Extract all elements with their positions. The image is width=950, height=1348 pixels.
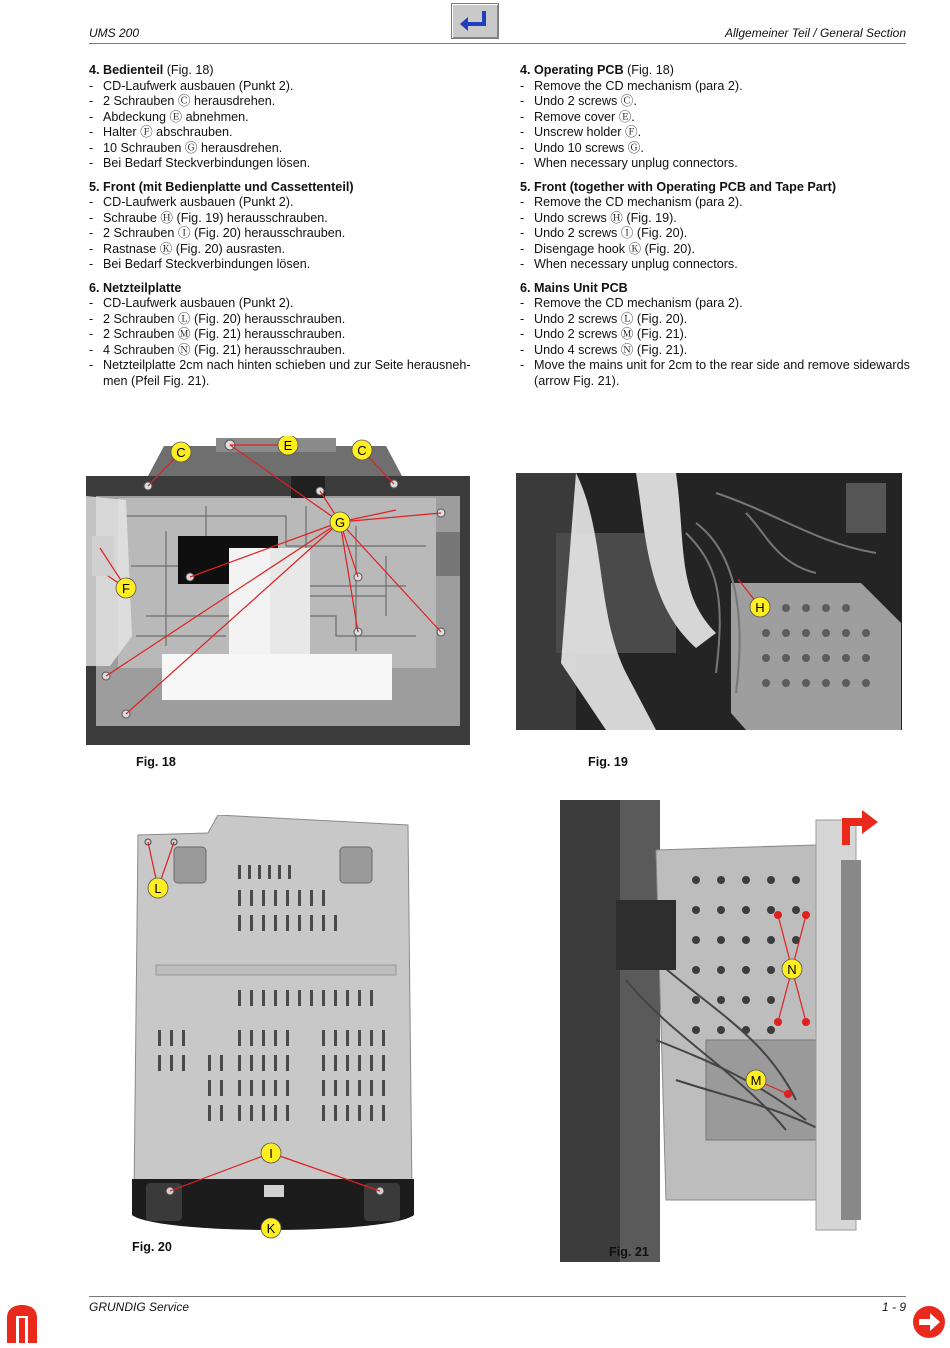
fig18-caption: Fig. 18 bbox=[136, 755, 176, 769]
callout-c-right bbox=[352, 440, 372, 460]
english-column bbox=[520, 63, 910, 397]
list-item: - Disengage hook Ⓚ (Fig. 20). bbox=[520, 242, 910, 258]
svg-text:E: E bbox=[283, 438, 293, 453]
callout-e bbox=[278, 436, 298, 455]
list-item: - Undo 2 screws Ⓘ (Fig. 20). bbox=[520, 226, 910, 242]
header-model: UMS 200 bbox=[89, 26, 140, 40]
de-section-5-title: Front (mit Bedienplatte und Cassettenteil) bbox=[103, 179, 354, 194]
list-item: - 2 Schrauben Ⓒ herausdrehen. bbox=[89, 94, 479, 110]
fig21-caption: Fig. 21 bbox=[609, 1245, 649, 1259]
german-column bbox=[89, 63, 479, 397]
svg-text:C: C bbox=[357, 443, 367, 458]
list-item: - 2 Schrauben Ⓛ (Fig. 20) herausschrauben. bbox=[89, 312, 479, 328]
next-page-button[interactable] bbox=[912, 1305, 946, 1344]
svg-text:C: C bbox=[176, 445, 186, 460]
list-item: - CD-Laufwerk ausbauen (Punkt 2). bbox=[89, 195, 479, 211]
en-section-4: 4. Operating PCB (Fig. 18) - Remove the CD mechanism (para 2). - Undo 2 screws Ⓒ. - Remove cover Ⓔ. - Unscrew holder Ⓕ. - Undo 10 screws Ⓖ. - When necessary unplug connectors. bbox=[520, 63, 910, 172]
en-section-5-steps bbox=[520, 195, 910, 273]
list-item: - 4 Schrauben Ⓝ (Fig. 21) herausschrauben. bbox=[89, 343, 479, 359]
list-item: - Abdeckung Ⓔ abnehmen. bbox=[89, 110, 479, 126]
fig18-callouts bbox=[86, 436, 470, 745]
de-section-6-title: Netzteilplatte bbox=[103, 280, 182, 295]
en-section-6-title: Mains Unit PCB bbox=[534, 280, 628, 295]
de-section-6-steps bbox=[89, 296, 479, 389]
list-item: - Unscrew holder Ⓕ. bbox=[520, 125, 910, 141]
callout-f bbox=[116, 578, 136, 598]
en-section-4-title: Operating PCB bbox=[534, 63, 624, 77]
list-item: - Remove the CD mechanism (para 2). bbox=[520, 79, 910, 95]
svg-text:I: I bbox=[269, 1146, 273, 1161]
svg-text:N: N bbox=[787, 962, 797, 977]
list-item: - CD-Laufwerk ausbauen (Punkt 2). bbox=[89, 296, 479, 312]
list-item: - 2 Schrauben Ⓘ (Fig. 20) herausschrauben. bbox=[89, 226, 479, 242]
list-item: - CD-Laufwerk ausbauen (Punkt 2). bbox=[89, 79, 479, 95]
fig20-caption: Fig. 20 bbox=[132, 1240, 172, 1254]
svg-text:H: H bbox=[755, 600, 765, 615]
footer-brand: GRUNDIG Service bbox=[89, 1300, 190, 1314]
fig21-callouts bbox=[556, 800, 886, 1262]
header-section: Allgemeiner Teil / General Section bbox=[725, 26, 906, 40]
callout-h bbox=[750, 597, 770, 617]
list-item: - Undo screws Ⓗ (Fig. 19). bbox=[520, 211, 910, 227]
de-section-5: 5. Front (mit Bedienplatte und Cassettenteil) - CD-Laufwerk ausbauen (Punkt 2). - Schraube Ⓗ (Fig. 19) herausschrauben. - 2 Schrauben Ⓘ (Fig. 20) herausschrauben. - Rastnase Ⓚ (Fig. 20) ausrasten. - Bei Bedarf Steckverbindungen lösen. bbox=[89, 180, 479, 273]
fig19-caption: Fig. 19 bbox=[588, 755, 628, 769]
svg-text:G: G bbox=[334, 515, 346, 530]
fig19-callouts bbox=[516, 473, 902, 730]
svg-text:M: M bbox=[750, 1073, 762, 1088]
en-section-5-title: Front (together with Operating PCB and Tape Part) bbox=[534, 179, 837, 194]
en-section-4-steps bbox=[520, 79, 910, 172]
list-item: - 10 Schrauben Ⓖ herausdrehen. bbox=[89, 141, 479, 157]
callout-k bbox=[261, 1218, 281, 1238]
next-page-arrow-icon bbox=[912, 1305, 946, 1339]
callout-l bbox=[148, 878, 168, 898]
list-item: - Rastnase Ⓚ (Fig. 20) ausrasten. bbox=[89, 242, 479, 258]
callout-n bbox=[782, 959, 802, 979]
list-item: - Halter Ⓕ abschrauben. bbox=[89, 125, 479, 141]
mains-unit-direction-arrow-icon bbox=[842, 810, 878, 845]
list-item: - Schraube Ⓗ (Fig. 19) herausschrauben. bbox=[89, 211, 479, 227]
de-section-6: 6. Netzteilplatte - CD-Laufwerk ausbauen (Punkt 2). - 2 Schrauben Ⓛ (Fig. 20) herausschrauben. - 2 Schrauben Ⓜ (Fig. 21) herausschrauben. - 4 Schrauben Ⓝ (Fig. 21) herausschrauben. - Netzteilplatte 2cm nach hinten schieben und zur Seite herausneh-men (Pfeil Fig. 21). bbox=[89, 281, 479, 390]
callout-g bbox=[330, 512, 350, 532]
list-item: - Undo 2 screws Ⓜ (Fig. 21). bbox=[520, 327, 910, 343]
footer-page: 1 - 9 bbox=[881, 1300, 906, 1314]
bookmark-icon bbox=[5, 1304, 39, 1348]
footer-rule bbox=[89, 1296, 906, 1297]
list-item: - Netzteilplatte 2cm nach hinten schieben und zur Seite herausneh-men (Pfeil Fig. 21). bbox=[89, 358, 479, 389]
list-item: - Undo 2 screws Ⓛ (Fig. 20). bbox=[520, 312, 910, 328]
header-rule bbox=[89, 43, 906, 44]
de-section-4: 4. Bedienteil (Fig. 18) - CD-Laufwerk ausbauen (Punkt 2). - 2 Schrauben Ⓒ herausdrehen. - Abdeckung Ⓔ abnehmen. - Halter Ⓕ abschrauben. - 10 Schrauben Ⓖ herausdrehen. - Bei Bedarf Steckverbindungen lösen. bbox=[89, 63, 479, 172]
de-section-4-title: Bedienteil bbox=[103, 63, 164, 77]
callout-m bbox=[746, 1070, 766, 1090]
return-arrow-icon bbox=[452, 4, 498, 38]
list-item: - Remove the CD mechanism (para 2). bbox=[520, 195, 910, 211]
list-item: - Undo 10 screws Ⓖ. bbox=[520, 141, 910, 157]
de-section-4-steps bbox=[89, 79, 479, 172]
list-item: - Undo 4 screws Ⓝ (Fig. 21). bbox=[520, 343, 910, 359]
list-item: - 2 Schrauben Ⓜ (Fig. 21) herausschrauben. bbox=[89, 327, 479, 343]
svg-text:L: L bbox=[154, 881, 162, 896]
list-item: - When necessary unplug connectors. bbox=[520, 257, 910, 273]
list-item: - Bei Bedarf Steckverbindungen lösen. bbox=[89, 257, 479, 273]
fig20-callouts bbox=[128, 815, 420, 1239]
svg-text:K: K bbox=[266, 1221, 276, 1236]
en-section-6: 6. Mains Unit PCB - Remove the CD mechanism (para 2). - Undo 2 screws Ⓛ (Fig. 20). - Undo 2 screws Ⓜ (Fig. 21). - Undo 4 screws Ⓝ (Fig. 21). - Move the mains unit for 2cm to the rear side and remove sidewards (arrow Fig. 21). bbox=[520, 281, 910, 390]
callout-c-left bbox=[171, 442, 191, 462]
list-item: - Undo 2 screws Ⓒ. bbox=[520, 94, 910, 110]
callout-i bbox=[261, 1143, 281, 1163]
list-item: - Bei Bedarf Steckverbindungen lösen. bbox=[89, 156, 479, 172]
list-item: - Remove cover Ⓔ. bbox=[520, 110, 910, 126]
back-button[interactable] bbox=[451, 3, 499, 39]
list-item: - Remove the CD mechanism (para 2). bbox=[520, 296, 910, 312]
list-item: - When necessary unplug connectors. bbox=[520, 156, 910, 172]
svg-text:F: F bbox=[122, 581, 130, 596]
de-section-5-steps bbox=[89, 195, 479, 273]
en-section-5: 5. Front (together with Operating PCB and Tape Part) - Remove the CD mechanism (para 2). - Undo screws Ⓗ (Fig. 19). - Undo 2 screws Ⓘ (Fig. 20). - Disengage hook Ⓚ (Fig. 20). - When necessary unplug connectors. bbox=[520, 180, 910, 273]
en-section-6-steps bbox=[520, 296, 910, 389]
list-item: - Move the mains unit for 2cm to the rear side and remove sidewards (arrow Fig. 21). bbox=[520, 358, 910, 389]
